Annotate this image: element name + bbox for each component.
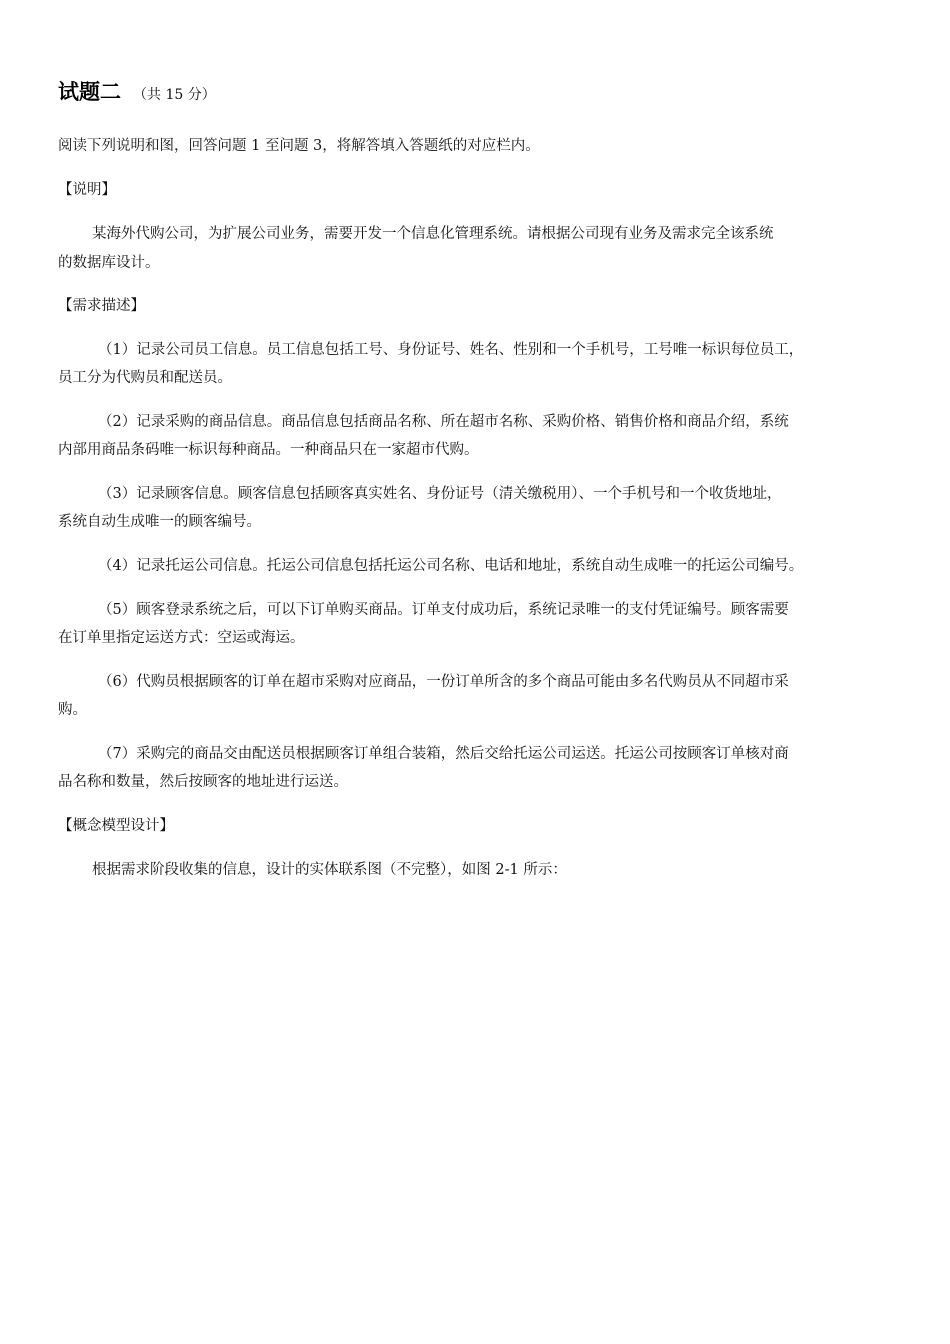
- req-6-line-1: （6）代购员根据顾客的订单在超市采购对应商品，一份订单所含的多个商品可能由多名代购员从不同超市采: [98, 674, 789, 690]
- req-3-line-2: 系统自动生成唯一的顾客编号。: [58, 514, 261, 530]
- explain-heading: 【说明】: [58, 182, 116, 198]
- model-text: 根据需求阶段收集的信息，设计的实体联系图（不完整），如图 2-1 所示：: [92, 862, 567, 878]
- req-4-line-1: （4）记录托运公司信息。托运公司信息包括托运公司名称、电话和地址，系统自动生成唯一的托运公司编号。: [98, 558, 804, 574]
- intro-text: 阅读下列说明和图，回答问题 1 至问题 3，将解答填入答题纸的对应栏内。: [58, 138, 540, 154]
- req-2-line-1: （2）记录采购的商品信息。商品信息包括商品名称、所在超市名称、采购价格、销售价格和商品介绍，系统: [98, 414, 789, 430]
- question-title: [58, 76, 216, 106]
- model-heading: 【概念模型设计】: [58, 818, 174, 834]
- explain-line-1: 某海外代购公司，为扩展公司业务，需要开发一个信息化管理系统。请根据公司现有业务及需求完全该系统: [92, 226, 774, 242]
- question-title-main: 试题二: [58, 80, 121, 104]
- requirements-heading: 【需求描述】: [58, 298, 145, 314]
- explain-line-2: 的数据库设计。: [58, 255, 160, 271]
- req-2-line-2: 内部用商品条码唯一标识每种商品。一种商品只在一家超市代购。: [58, 442, 479, 458]
- req-1-line-1: （1）记录公司员工信息。员工信息包括工号、身份证号、姓名、性别和一个手机号，工号唯一标识每位员工，: [98, 342, 804, 358]
- req-3-line-1: （3）记录顾客信息。顾客信息包括顾客真实姓名、身份证号（清关缴税用）、一个手机号和一个收货地址，: [98, 486, 782, 502]
- req-5-line-1: （5）顾客登录系统之后，可以下订单购买商品。订单支付成功后，系统记录唯一的支付凭证编号。顾客需要: [98, 602, 789, 618]
- req-7-line-1: （7）采购完的商品交由配送员根据顾客订单组合装箱，然后交给托运公司运送。托运公司按顾客订单核对商: [98, 746, 789, 762]
- req-1-line-2: 员工分为代购员和配送员。: [58, 370, 232, 386]
- req-5-line-2: 在订单里指定运送方式：空运或海运。: [58, 630, 305, 646]
- question-score: （共 15 分）: [133, 87, 216, 103]
- req-6-line-2: 购。: [58, 702, 87, 718]
- req-7-line-2: 品名称和数量，然后按顾客的地址进行运送。: [58, 774, 348, 790]
